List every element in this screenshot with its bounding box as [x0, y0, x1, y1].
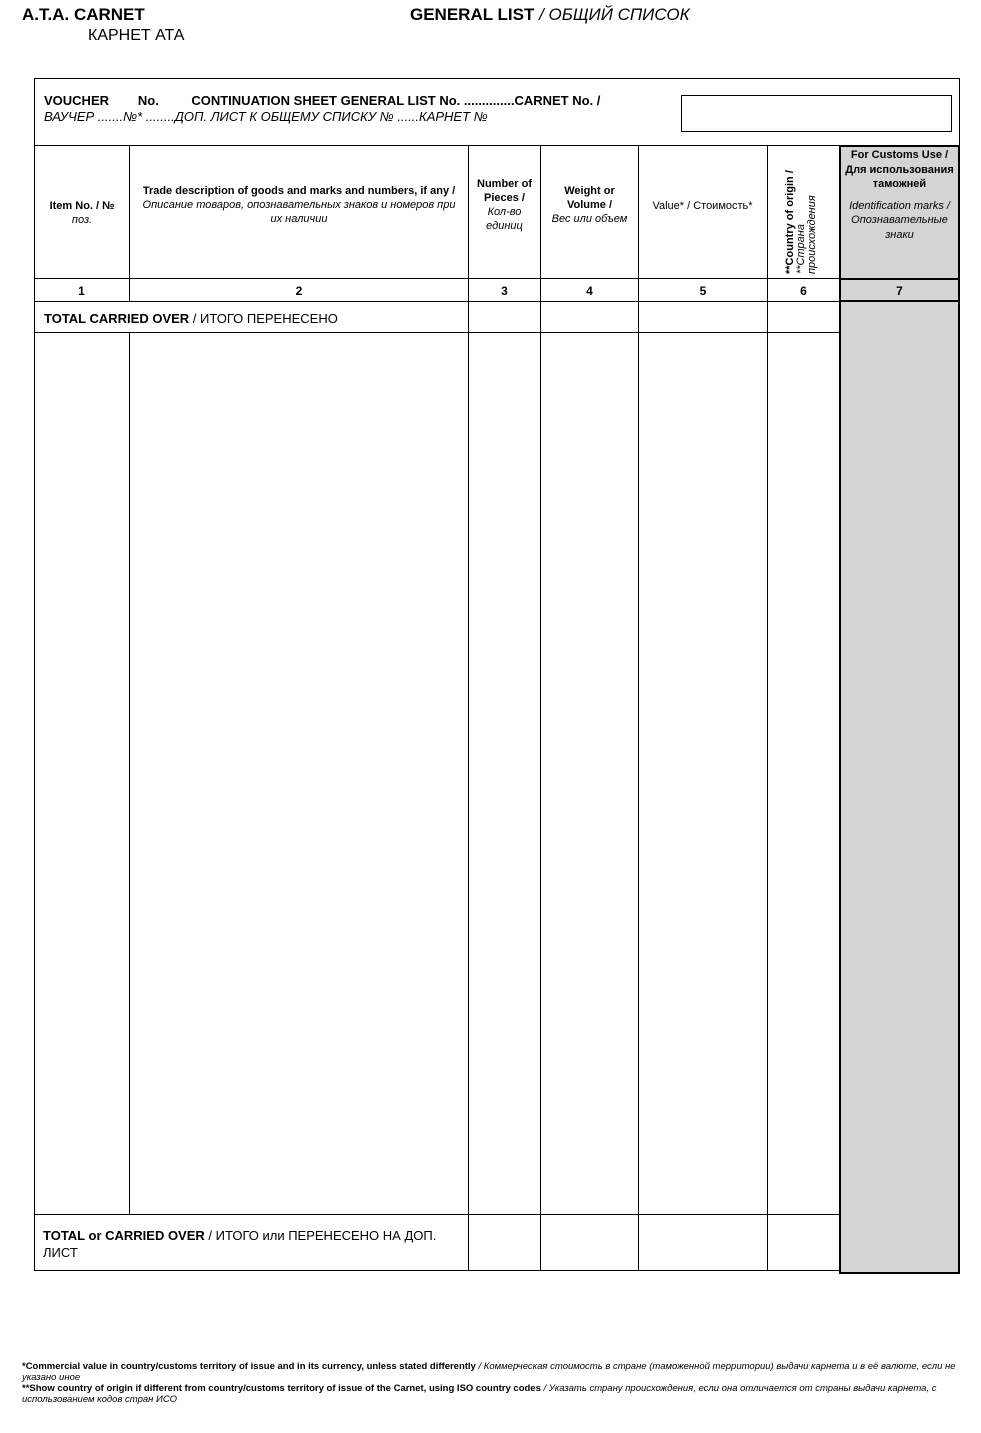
- column-header-country: [769, 148, 837, 276]
- column-header-customs-en: For Customs Use / Для использования таможней: [845, 149, 954, 190]
- total-bottom-en: TOTAL or CARRIED OVER: [43, 1228, 205, 1243]
- customs-separator-2: [839, 300, 960, 302]
- general-list-title: [410, 5, 690, 24]
- column-header-weight-ru: Вес или объем: [551, 213, 628, 225]
- footnote-1: [22, 1361, 962, 1383]
- column-header-description: [138, 184, 460, 226]
- total-carried-over-ru: / ИТОГО ПЕРЕНЕСЕНО: [189, 311, 338, 326]
- column-number-7: 7: [896, 284, 903, 298]
- footnotes: [22, 1361, 962, 1405]
- footnote-2-ru: / Указать страну происхождения, если она отличается от страны выдачи карнета, с использованием кодов стран ИСО: [22, 1383, 937, 1405]
- footnote-1-ru: / Коммерческая стоимость в стране (таможенной территории) выдачи карнета и в её валюте, если не указано иное: [22, 1361, 956, 1383]
- column-header-weight-en: Weight or Volume /: [564, 185, 615, 211]
- column-header-country-ru: **Страна происхождения: [795, 195, 818, 274]
- customs-use-column: [839, 145, 960, 1274]
- column-header-item-no: [36, 199, 128, 227]
- carnet-title-ru: КАРНЕТ АТА: [88, 27, 185, 44]
- col-divider-4: [638, 145, 639, 1271]
- customs-separator-1: [839, 278, 960, 280]
- column-number-4: 4: [586, 284, 593, 298]
- column-header-weight: [548, 184, 631, 226]
- footnote-1-en: *Commercial value in country/customs territory of issue and in its currency, unless stated differently: [22, 1361, 476, 1372]
- total-carried-over-en: TOTAL CARRIED OVER: [44, 311, 190, 326]
- voucher-header: [44, 93, 600, 125]
- column-header-pieces-ru: Кол-во единиц: [486, 206, 523, 232]
- column-number-2: 2: [295, 284, 303, 298]
- footnote-2: [22, 1383, 962, 1405]
- rule-header-bottom: [34, 278, 840, 279]
- column-header-item-no-en: Item No. / №: [49, 200, 115, 212]
- col-divider-1-head: [129, 145, 130, 302]
- total-bottom-label: [43, 1227, 458, 1261]
- column-header-pieces: [472, 177, 537, 233]
- column-number-3: 3: [501, 284, 508, 298]
- col-divider-2: [468, 145, 469, 1271]
- rule-total-top: [34, 332, 840, 333]
- general-list-title-en: GENERAL LIST: [410, 5, 535, 24]
- column-header-description-en: Trade description of goods and marks and numbers, if any /: [142, 185, 456, 197]
- column-header-customs: [845, 148, 954, 242]
- column-number-5: 5: [699, 284, 707, 298]
- carnet-title: A.T.A. CARNET: [22, 5, 145, 24]
- rule-header-top: [34, 145, 840, 146]
- col-divider-3: [540, 145, 541, 1271]
- column-header-value-text: Value* / Стоимость*: [652, 200, 753, 212]
- column-header-country-en: **Country of origin /: [784, 170, 796, 274]
- column-header-customs-ru: Identification marks / Опознавательные знаки: [849, 199, 950, 241]
- column-header-value: [650, 199, 755, 213]
- column-number-6: 6: [800, 284, 807, 298]
- total-carried-over-label: [44, 311, 338, 327]
- voucher-header-en: VOUCHER No. CONTINUATION SHEET GENERAL LIST No. ..............CARNET No. /: [44, 93, 601, 108]
- carnet-number-field[interactable]: [681, 95, 952, 132]
- voucher-header-ru: ВАУЧЕР .......№* ........ДОП. ЛИСТ К ОБЩЕМУ СПИСКУ № ......КАРНЕТ №: [44, 109, 488, 124]
- footnote-2-en: **Show country of origin if different from country/customs territory of issue of the Carnet, using ISO country codes: [22, 1383, 541, 1394]
- col-divider-1-body: [129, 332, 130, 1215]
- col-divider-5: [767, 145, 768, 1271]
- general-list-title-ru: / ОБЩИЙ СПИСОК: [539, 5, 690, 24]
- rule-total-bottom: [34, 1214, 840, 1215]
- column-header-description-ru: Описание товаров, опознавательных знаков и номеров при их наличии: [142, 199, 456, 225]
- rule-numbers-bottom: [34, 301, 840, 302]
- total-bottom-ru: / ИТОГО или ПЕРЕНЕСЕНО НА ДОП. ЛИСТ: [43, 1228, 437, 1260]
- column-header-pieces-en: Number of Pieces /: [477, 178, 532, 204]
- column-header-item-no-ru: поз.: [71, 214, 93, 226]
- column-number-1: 1: [78, 284, 85, 298]
